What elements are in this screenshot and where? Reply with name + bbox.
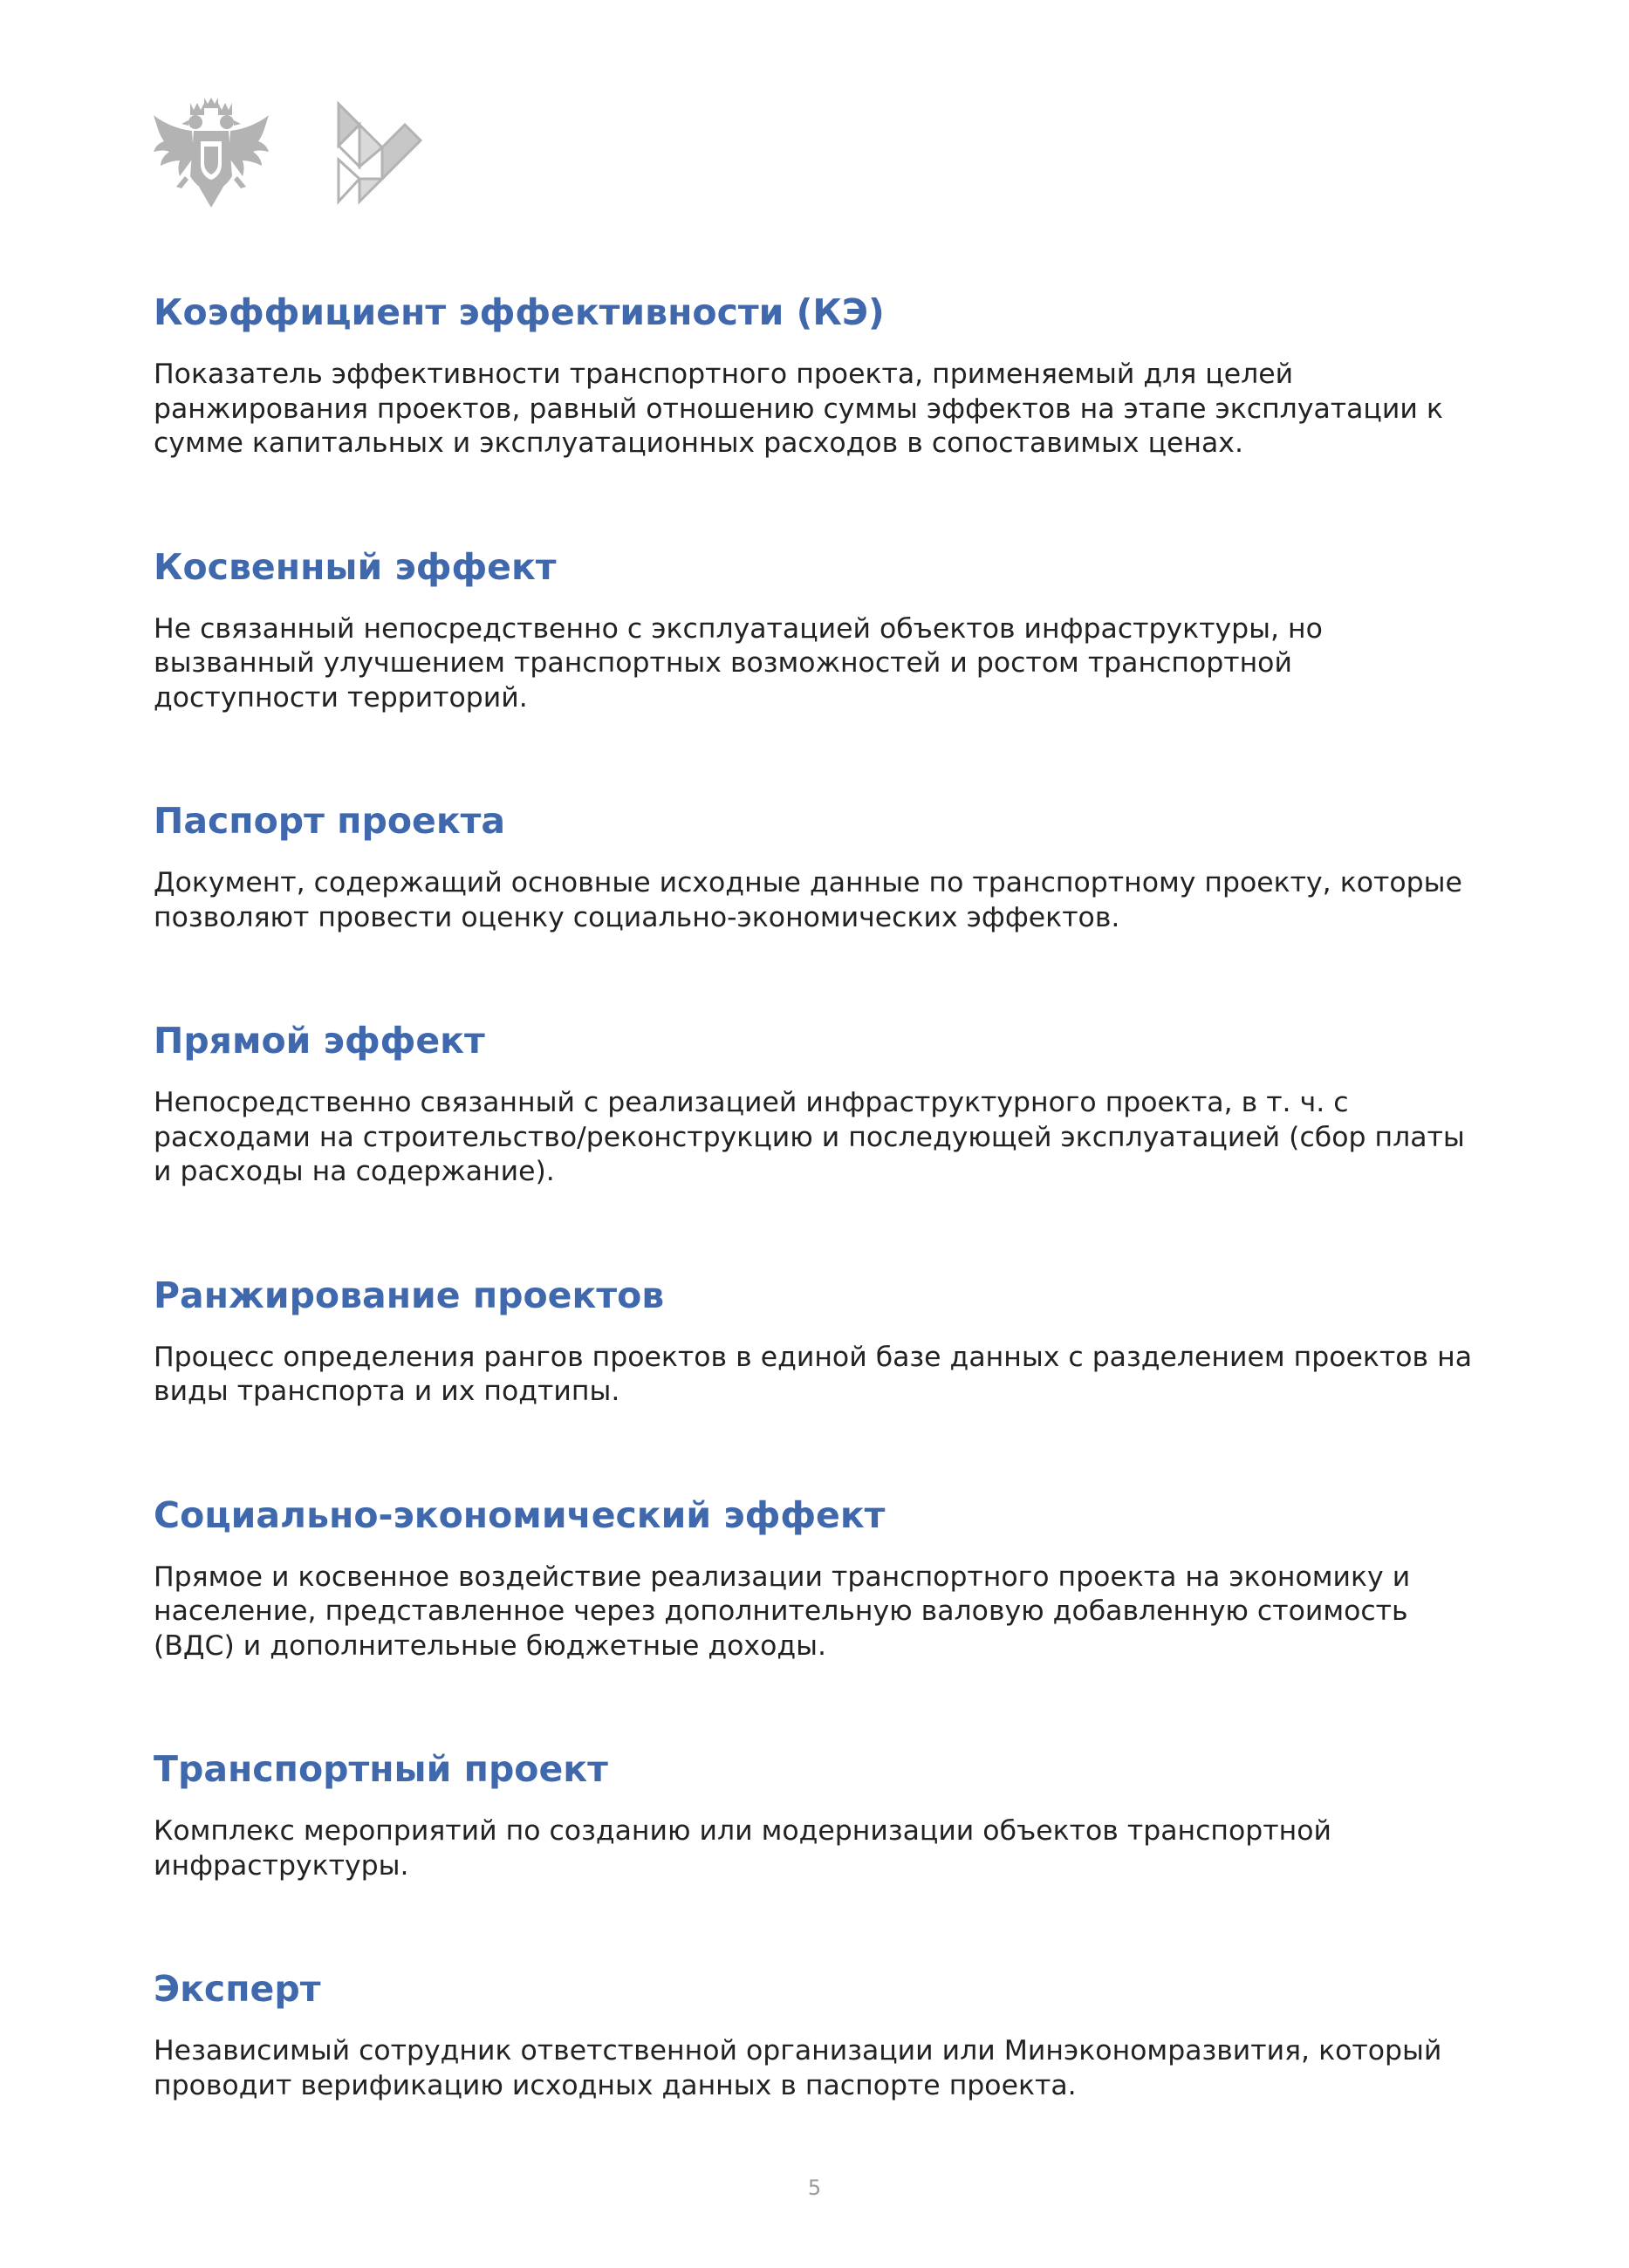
glossary-entry: [154, 1271, 1480, 1410]
glossary-definition: Прямое и косвенное воздействие реализации транспортного проекта на экономику и население, представленное через дополнительную валовую добавленную стоимость (ВДС) и дополнительные бюджетные доходы.: [154, 1561, 1411, 1662]
glossary: [154, 288, 1480, 2103]
glossary-term: Социально-экономический эффект: [154, 1493, 886, 1536]
page-number: 5: [807, 2176, 822, 2200]
glossary-entry: [154, 1491, 1480, 1664]
glossary-term: Эксперт: [154, 1968, 321, 2010]
organization-logo-icon: [333, 100, 425, 205]
glossary-entry: [154, 288, 1480, 461]
glossary-definition: Процесс определения рангов проектов в единой базе данных с разделением проектов на виды транспорта и их подтипы.: [154, 1341, 1473, 1407]
glossary-entry: [154, 1964, 1480, 2103]
glossary-entry: [154, 796, 1480, 935]
glossary-term: Паспорт проекта: [154, 800, 506, 842]
glossary-entry: [154, 1016, 1480, 1190]
glossary-definition: Независимый сотрудник ответственной организации или Минэкономразвития, который проводит верификацию исходных данных в паспорте проекта.: [154, 2035, 1442, 2101]
glossary-term: Прямой эффект: [154, 1020, 485, 1062]
glossary-definition: Комплекс мероприятий по созданию или модернизации объектов транспортной инфраструктуры.: [154, 1815, 1331, 1882]
glossary-term: Транспортный проект: [154, 1748, 608, 1790]
glossary-term: Косвенный эффект: [154, 545, 557, 588]
glossary-definition: Не связанный непосредственно с эксплуатацией объектов инфраструктуры, но вызванный улучшением транспортных возможностей и ростом транспортной доступности территорий.: [154, 612, 1323, 714]
glossary-term: Коэффициент эффективности (КЭ): [154, 291, 885, 333]
glossary-definition: Документ, содержащий основные исходные данные по транспортному проекту, которые позволяют провести оценку социально-экономических эффектов.: [154, 867, 1462, 933]
double-headed-eagle-emblem-icon: [150, 96, 272, 209]
glossary-entry: [154, 1745, 1480, 1883]
header-logos: [150, 96, 425, 209]
glossary-entry: [154, 543, 1480, 716]
glossary-definition: Показатель эффективности транспортного проекта, применяемый для целей ранжирования проектов, равный отношению суммы эффектов на этапе эксплуатации к сумме капитальных и эксплуатационных расходов в сопоставимых ценах.: [154, 359, 1443, 459]
glossary-definition: Непосредственно связанный с реализацией инфраструктурного проекта, в т. ч. с расходами на строительство/реконструкцию и последующей эксплуатацией (сбор платы и расходы на содержание).: [154, 1087, 1465, 1187]
glossary-term: Ранжирование проектов: [154, 1274, 665, 1316]
